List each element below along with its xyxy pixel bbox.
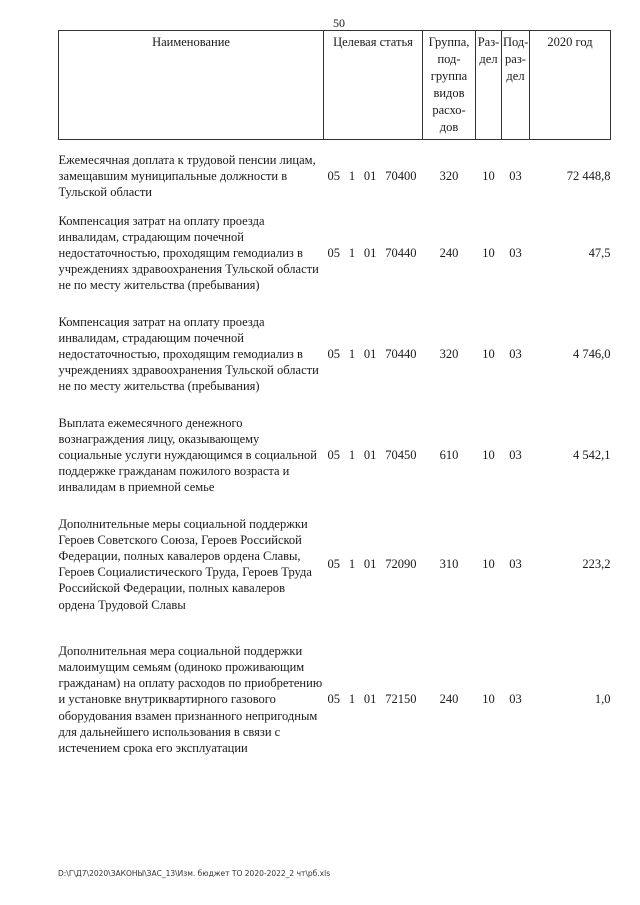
row-target-article [324,415,423,496]
cs-event: 01 [363,448,377,463]
cs-event: 01 [363,347,377,362]
row-name: Компенсация затрат на оплату проезда инвалидам, страдающим почечной недостаточностью, проходящим гемодиализ в учреждениях здравоохранения Тульской области не по месту жительства (пребывания) [58,213,319,293]
row-group: 240 [439,692,459,707]
row-section: 10 [482,692,495,707]
row-name: Выплата ежемесячного денежного вознаграждения лицу, оказывающему социальные услуги нуждающимся в социальной поддержке гражданам пожилого возраста и инвалидам в приемной семье [58,415,317,495]
row-section: 10 [482,169,495,184]
row-group: 320 [439,169,459,184]
cs-subprogram: 1 [348,557,356,572]
row-target-article [324,152,423,201]
cs-direction: 72150 [385,692,417,707]
row-subsection: 03 [509,557,522,572]
cs-program: 05 [327,246,340,261]
row-name: Компенсация затрат на оплату проезда инвалидам, страдающим почечной недостаточностью, проходящим гемодиализ в учреждениях здравоохранения Тульской области не по месту жительства (пребывания) [58,314,319,394]
cs-direction: 72090 [385,557,417,572]
cs-subprogram: 1 [348,246,356,261]
row-group: 610 [439,448,459,463]
header-section: Раз-дел [476,31,502,140]
cs-event: 01 [363,169,377,184]
cs-program: 05 [327,557,340,572]
table-row [59,213,611,294]
cs-program: 05 [327,692,340,707]
cs-event: 01 [363,692,377,707]
cs-subprogram: 1 [348,448,356,463]
row-name: Дополнительные меры социальной поддержки Героев Советского Союза, Героев Российской Федерации, полных кавалеров ордена Славы, Героев Социалистического Труда, Героев Труда Российской Федерации, полных кавалеров ордена Трудовой Славы [58,516,312,612]
row-amount: 47,5 [588,246,611,261]
table-header-row [59,31,611,140]
row-target-article [324,643,423,756]
page-number: 50 [333,16,345,30]
cs-program: 05 [327,347,340,362]
row-section: 10 [482,246,495,261]
header-name: Наименование [59,31,324,140]
row-subsection: 03 [509,246,522,261]
row-amount: 72 448,8 [566,169,611,184]
row-amount: 1,0 [594,692,611,707]
header-subsection: Под-раз-дел [502,31,530,140]
cs-direction: 70400 [385,169,417,184]
row-group: 310 [439,557,459,572]
row-subsection: 03 [509,169,522,184]
table-row [59,415,611,496]
row-subsection: 03 [509,692,522,707]
table-row [59,516,611,613]
row-name: Дополнительная мера социальной поддержки малоимущим семьям (одиноко проживающим гражданам) на оплату расходов по приобретению и установке внутриквартирного газового оборудования взамен признанного непригодным для дальнейшего использования в связи с истечением срока его эксплуатации [58,643,323,756]
cs-program: 05 [327,169,340,184]
row-amount: 223,2 [582,557,611,572]
row-target-article [324,213,423,294]
row-section: 10 [482,557,495,572]
row-group: 240 [439,246,459,261]
cs-event: 01 [363,557,377,572]
row-section: 10 [482,448,495,463]
cs-event: 01 [363,246,377,261]
cs-subprogram: 1 [348,169,356,184]
header-year: 2020 год [530,31,611,140]
table-row [59,152,611,201]
row-subsection: 03 [509,448,522,463]
table-row [59,643,611,756]
budget-table [58,30,611,756]
row-section: 10 [482,347,495,362]
cs-subprogram: 1 [348,692,356,707]
file-path-footer: D:\Г\Д7\2020\ЗАКОНЫ\ЗАС_13\Изм. бюджет ТО 2020-2022_2 чт\рб.xls [58,869,331,878]
row-amount: 4 746,0 [573,347,611,362]
row-target-article [324,314,423,395]
cs-direction: 70440 [385,246,417,261]
row-group: 320 [439,347,459,362]
row-target-article [324,516,423,613]
row-amount: 4 542,1 [573,448,611,463]
row-name: Ежемесячная доплата к трудовой пенсии лицам, замещавшим муниципальные должности в Тульской области [58,153,316,200]
header-group: Группа, под-группа видов расхо-дов [423,31,476,140]
header-target-article: Целевая статья [324,31,423,140]
row-subsection: 03 [509,347,522,362]
cs-direction: 70450 [385,448,417,463]
cs-subprogram: 1 [348,347,356,362]
table-row [59,314,611,395]
cs-program: 05 [327,448,340,463]
cs-direction: 70440 [385,347,417,362]
